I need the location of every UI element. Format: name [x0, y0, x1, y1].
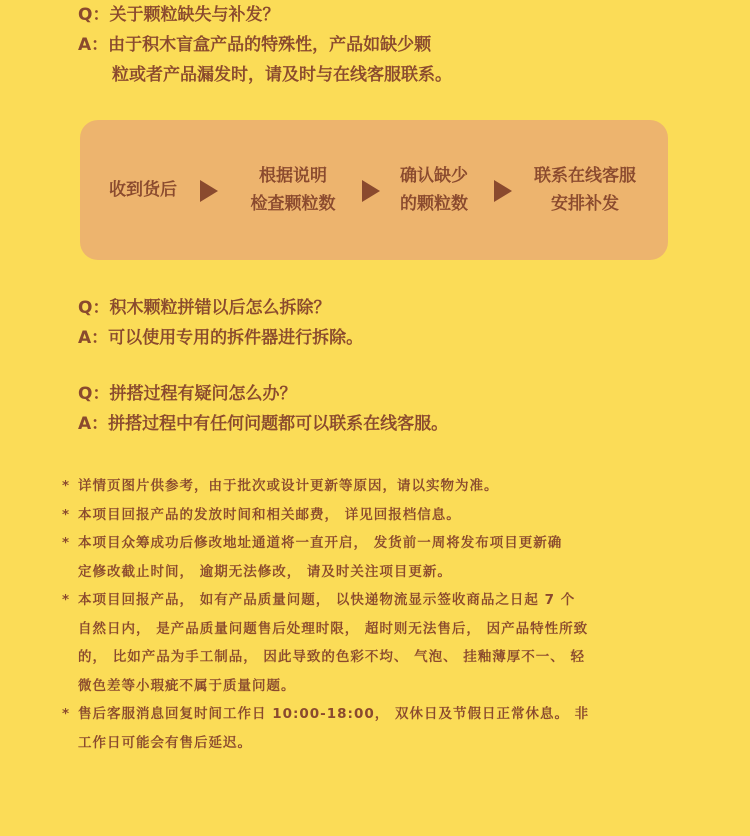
flow-step-text: 安排补发: [551, 194, 619, 214]
faq-question: Q：积木颗粒拼错以后怎么拆除？: [78, 298, 331, 318]
flow-step-text: 检查颗粒数: [250, 194, 336, 214]
asterisk-bullet: *: [62, 592, 71, 608]
faq-item-disassembly: [78, 293, 363, 353]
faq-question: Q：关于颗粒缺失与补发？: [78, 5, 280, 25]
flow-step-check: [238, 120, 348, 260]
note-text: 售后客服消息回复时间工作日 10:00-18:00， 双休日及节假日正常休息。 非 工作日可能会有售后延迟。: [78, 706, 590, 751]
asterisk-bullet: *: [62, 706, 71, 722]
flow-step-contact: [520, 120, 650, 260]
flow-step-text: 根据说明: [259, 166, 327, 186]
flow-step-text: 的颗粒数: [400, 194, 468, 214]
note-item: [62, 586, 589, 700]
note-text: 本项目众筹成功后修改地址通道将一直开启， 发货前一周将发布项目更新确 定修改截止时间， 逾期无法修改， 请及时关注项目更新。: [78, 535, 563, 580]
note-item: [62, 472, 589, 501]
faq-question: Q：拼搭过程有疑问怎么办？: [78, 384, 297, 404]
arrow-right-icon: [494, 180, 512, 202]
note-item: [62, 501, 589, 530]
note-text: 详情页图片供参考，由于批次或设计更新等原因，请以实物为准。: [78, 478, 499, 494]
flow-step-receive: [100, 120, 186, 260]
note-text: 本项目回报产品， 如有产品质量问题， 以快递物流显示签收商品之日起 7 个 自然日内， 是产品质量问题售后处理时限， 超时则无法售后， 因产品特性所致 的， 比如产品为手工制品， 因此导致的色彩不均、 气泡、 挂釉薄厚不一、 轻 微色差等小瑕疵不属于质量问题。: [78, 592, 589, 694]
note-item: [62, 700, 589, 757]
faq-answer-line: A：可以使用专用的拆件器进行拆除。: [78, 328, 364, 348]
arrow-right-icon: [200, 180, 218, 202]
flow-step-confirm: [384, 120, 484, 260]
asterisk-bullet: *: [62, 478, 71, 494]
flow-step-text: 联系在线客服: [534, 166, 636, 186]
flow-step-text: 确认缺少: [400, 166, 468, 186]
faq-item-assembly-help: [78, 379, 448, 439]
note-text: 本项目回报产品的发放时间和相关邮费， 详见回报档信息。: [78, 506, 461, 523]
flow-step-text: 收到货后: [109, 180, 177, 200]
note-item: [62, 529, 589, 586]
replacement-process-flow: [80, 120, 668, 260]
asterisk-bullet: *: [62, 535, 71, 551]
faq-answer-line: A：由于积木盲盒产品的特殊性，产品如缺少颗: [78, 35, 432, 55]
faq-answer-line: 粒或者产品漏发时，请及时与在线客服联系。: [112, 65, 452, 85]
arrow-right-icon: [362, 180, 380, 202]
faq-item-missing-parts: [78, 0, 452, 90]
notes-list: [62, 472, 589, 757]
faq-answer-line: A：拼搭过程中有任何问题都可以联系在线客服。: [78, 414, 449, 434]
asterisk-bullet: *: [62, 506, 71, 523]
